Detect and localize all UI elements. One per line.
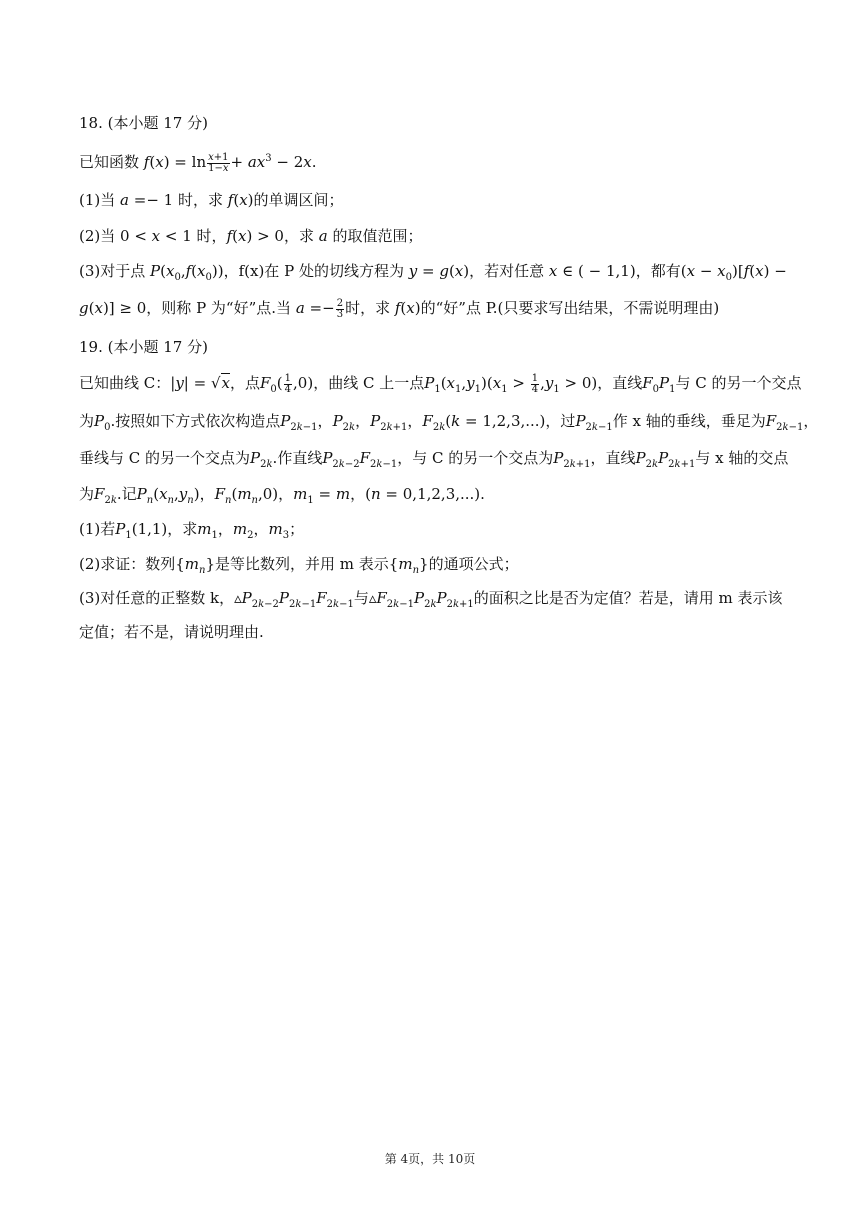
q18-heading: 18. (本小题 17 分) xyxy=(79,114,208,132)
q18-part1: (1)当 a =− 1 时，求 f(x)的单调区间； xyxy=(79,191,344,209)
q19-line3: 垂线与 C 的另一个交点为$P_{2k}$.作直线$P_{2k-2}F_{2k-1}$，与 C 的另一个交点为$P_{2k+1}$，直线$P_{2k}P_{2k+1}$与 x 轴的交点 xyxy=(79,449,789,470)
q19-heading: 19. (本小题 17 分) xyxy=(79,338,208,356)
q19-line3-a: 垂线与 C 的另一个交点为 xyxy=(79,449,251,467)
q19-line2-c: ，过 xyxy=(545,412,576,430)
q19-part3-prefix: (3)对任意的正整数 k， xyxy=(79,589,235,607)
q19-line1-e: 与 C 的另一个交点 xyxy=(675,374,802,392)
q19-line1: 已知曲线 C：|y| = √x，点$F_0$( $\frac{1}{4}$ ,0)，曲线 C 上一点$P_1(x_1,y_1)(x_1$ > $\frac{1}{4}$ $,y_1 > 0$)，直线$F_0P_1$与 C 的另一个交点 xyxy=(79,372,802,395)
q18-part1-prefix: (1)当 xyxy=(79,191,116,209)
q18-part3-line1: (3)对于点 $P(x_0,f(x_0))$，f(x)在 P 处的切线方程为 y = g(x)，若对任意 x ∈ ( − 1,1)，都有$(x - x_0)[f(x)$ − xyxy=(79,262,787,283)
q18-part3-mid2: ，若对任意 xyxy=(469,262,545,280)
q18-part1-text: 时，求 xyxy=(177,191,223,209)
q18-part3-line2-a: ，则称 P 为“好”点.当 xyxy=(146,299,292,317)
q18-part3-line2-b: 时，求 xyxy=(345,299,391,317)
q18-part2-suffix: ，求 xyxy=(283,227,314,245)
q18-intro-text: 已知函数 xyxy=(79,153,140,171)
q18-part2-prefix: (2)当 xyxy=(79,227,116,245)
q19-part3-line1: (3)对任意的正整数 k，$▵P_{2k-2}P_{2k-1}F_{2k-1}$与$▵F_{2k-1}P_{2k}P_{2k+1}$的面积之比是否为定值？若是，请用 m 表示该 xyxy=(79,589,783,610)
q19-line1-c: ，曲线 C 上一点 xyxy=(313,374,425,392)
q18-part3-line2-c: 的“好”点 P.(只要求写出结果，不需说明理由) xyxy=(420,299,720,317)
q18-part3-mid3: ，都有 xyxy=(635,262,681,280)
q19-part3-c: 的面积之比是否为定值？若是，请用 m 表示该 xyxy=(473,589,783,607)
q18-part3-mid: ，f(x)在 P 处的切线方程为 xyxy=(223,262,404,280)
q19-line1-a: 已知曲线 C： xyxy=(79,374,171,392)
q18-part3-line2: g(x)] ≥ 0，则称 P 为“好”点.当 a =− $\frac{2}{3}$ 时，求 f(x)的“好”点 P.(只要求写出结果，不需说明理由) xyxy=(79,297,720,320)
q19-line3-e: 与 x 轴的交点 xyxy=(695,449,789,467)
q18-part1-suffix: 的单调区间； xyxy=(253,191,344,209)
q19-line3-c: ，与 C 的另一个交点为 xyxy=(397,449,554,467)
q19-part1-prefix: (1)若 xyxy=(79,520,116,538)
q19-part1-b: ，求 xyxy=(167,520,198,538)
q19-line4: 为$F_{2k}$.记$P_n(x_n,y_n)$，$F_n(m_n,0)$，$m_1 = m$，(n = 0,1,2,3,...). xyxy=(79,485,485,506)
q18-part2-end: 的取值范围； xyxy=(332,227,423,245)
page-footer: 第 4页，共 10页 xyxy=(384,1152,476,1166)
q19-part1: (1)若$P_1(1,1)$，求$m_1$，$m_2$，$m_3$； xyxy=(79,520,305,541)
q18-intro: 已知函数 f(x) = ln $\frac{x+1}{1-x}$ + $ax^3 - 2x$. xyxy=(79,151,317,174)
q19-line4-a: 为 xyxy=(79,485,95,503)
q19-line2-b: .按照如下方式依次构造点 xyxy=(110,412,281,430)
q19-line4-b: .记 xyxy=(116,485,137,503)
q19-line2-a: 为 xyxy=(79,412,95,430)
q19-part2-c: 的通项公式； xyxy=(428,555,519,573)
q19-part2: (2)求证：数列$\{m_n\}$是等比数列，并用 m 表示$\{m_n\}$的通项公式； xyxy=(79,555,519,576)
q18-part2: (2)当 0 < x < 1 时，f(x) > 0，求 a 的取值范围； xyxy=(79,227,423,245)
q19-line3-d: ，直线 xyxy=(590,449,636,467)
q19-line2-d: 作 x 轴的垂线，垂足为 xyxy=(612,412,766,430)
q19-line1-d: ，直线 xyxy=(597,374,643,392)
q19-line4-c: ， xyxy=(199,485,215,503)
q19-line3-b: .作直线 xyxy=(272,449,323,467)
q18-part3-prefix: (3)对于点 xyxy=(79,262,146,280)
q19-line1-b: ，点 xyxy=(229,374,260,392)
q19-line2: 为$P_0$.按照如下方式依次构造点$P_{2k-1}$，$P_{2k}$，$P_{2k+1}$，$F_{2k}(k = 1,2,3,...)$，过$P_{2k-1}$作 x 轴的垂线，垂足为$F_{2k-1}$， xyxy=(79,412,819,433)
q19-part2-prefix: (2)求证：数列 xyxy=(79,555,176,573)
q19-part2-b: 是等比数列，并用 m 表示 xyxy=(215,555,389,573)
q19-part3-line2: 定值；若不是，请说明理由. xyxy=(79,623,264,641)
q19-part3-b: 与 xyxy=(353,589,369,607)
